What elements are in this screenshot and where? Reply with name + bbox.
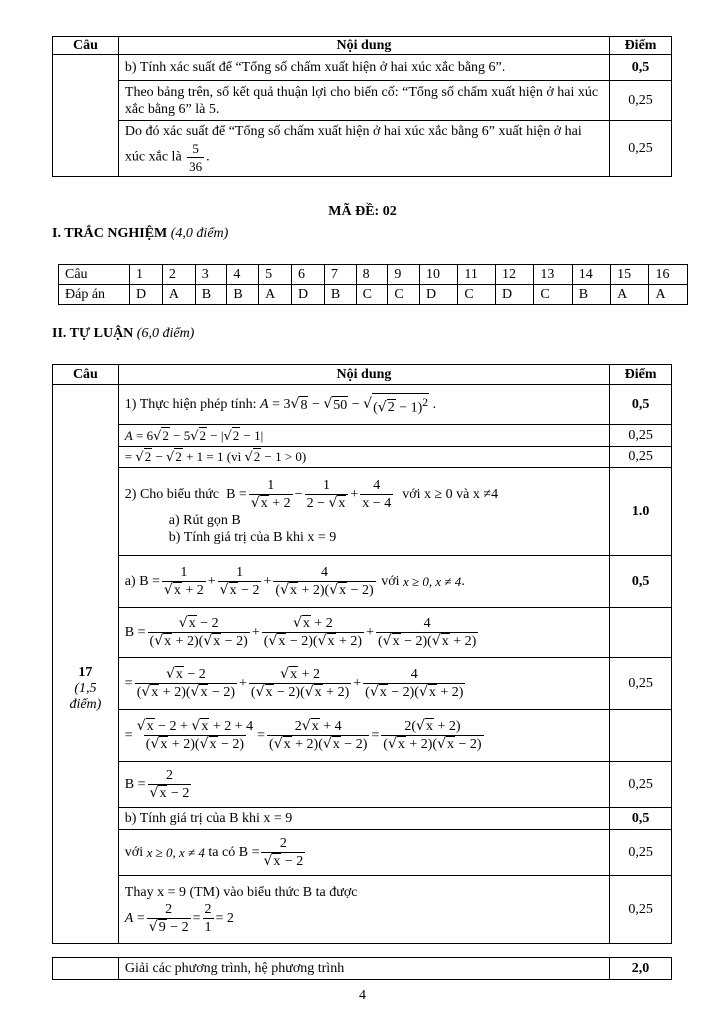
row-points: 2,0 xyxy=(610,958,672,980)
row-points: 0,5 xyxy=(610,385,672,425)
answer-key-question: 1 xyxy=(130,265,163,285)
row-points: 0,25 xyxy=(610,762,672,808)
answer-key-answer: A xyxy=(259,285,292,305)
answer-key-answer: B xyxy=(324,285,356,305)
answer-key-question: 3 xyxy=(195,265,227,285)
exam-code: MÃ ĐỀ: 02 xyxy=(328,204,397,219)
row-points: 1.0 xyxy=(610,468,672,556)
row-text: Do đó xác suất để “Tổng số chấm xuất hiện ở hai xúc xắc bằng 6” xuất hiện ở hai xúc xắc là $\frac{5}{36}$ . xyxy=(118,121,609,177)
answer-key-question: 2 xyxy=(162,265,195,285)
row-text: Theo bảng trên, số kết quả thuận lợi cho biến cố: “Tổng số chấm xuất hiện ở hai xúc xắc bằng 6” là 5. xyxy=(118,81,609,121)
row-step: B = $\frac{2}{√x - 2}$ xyxy=(118,762,609,808)
probability-fraction: $\frac{5}{36}$ xyxy=(189,140,203,174)
probability-text: Do đó xác suất để “Tổng số chấm xuất hiện ở hai xúc xắc bằng 6” xuất hiện ở hai xúc xắc là xyxy=(124,123,582,165)
question-17-cell: 17 (1,5 điểm) xyxy=(53,385,119,944)
row-text: b) Tính xác suất để “Tổng số chấm xuất hiện ở hai xúc xắc bằng 6”. xyxy=(118,55,609,81)
row-step: với x ≥ 0, x ≠ 4 ta có B = $\frac{2}{√x - 2}$ xyxy=(118,830,609,876)
answer-key-answer: A xyxy=(162,285,195,305)
answer-key-question: 16 xyxy=(649,265,688,285)
col-header-diem: Điểm xyxy=(610,37,672,55)
row-step: B = $\frac{√x - 2}{(√x + 2)(√x - 2)}$ + $\frac{√x + 2}{(√x - 2)(√x + 2)}$ + $\frac{4}{(√x - 2)(√x + 2)}$ xyxy=(118,608,609,658)
row-task: Giải các phương trình, hệ phương trình xyxy=(118,958,609,980)
row-points: 0,25 xyxy=(610,425,672,447)
page-number: 4 xyxy=(359,988,366,1003)
answer-key-question: 6 xyxy=(292,265,325,285)
row-step: Thay x = 9 (TM) vào biểu thức B ta được A = $\frac{2}{√9 - 2}$ = $\frac{2}{1}$ = 2 xyxy=(118,876,609,944)
row-step: A = 6√2 − 5√2 − |√2 − 1| xyxy=(118,425,609,447)
answer-key-label-cau: Câu xyxy=(59,265,130,285)
answer-key-question: 8 xyxy=(356,265,388,285)
answer-key-answer: C xyxy=(356,285,388,305)
answer-key-question: 11 xyxy=(458,265,496,285)
row-step: = $\frac{√x - 2}{(√x + 2)(√x - 2)}$ + $\frac{√x + 2}{(√x - 2)(√x + 2)}$ + $\frac{4}{(√x - 2)(√x + 2)}$ xyxy=(118,658,609,710)
answer-key-answer: C xyxy=(458,285,496,305)
answer-key-question: 5 xyxy=(259,265,292,285)
continuation-table xyxy=(52,36,672,177)
row-points: 0,25 xyxy=(610,876,672,944)
answer-key-question: 9 xyxy=(388,265,420,285)
row-points: 0,25 xyxy=(610,447,672,468)
answer-key-answer: D xyxy=(292,285,325,305)
row-points: 0,5 xyxy=(610,556,672,608)
row-points: 0,25 xyxy=(610,81,672,121)
row-points: 0,25 xyxy=(610,658,672,710)
row-step: = √2 − √2 + 1 = 1 (vì √2 − 1 > 0) xyxy=(118,447,609,468)
answer-key-answer: C xyxy=(534,285,572,305)
row-points: 0,25 xyxy=(610,830,672,876)
answer-key-question: 4 xyxy=(227,265,259,285)
answer-key-answer: B xyxy=(572,285,610,305)
section-1-heading: I. TRẮC NGHIỆM (4,0 điểm) xyxy=(52,226,229,241)
answer-key-label-dap-an: Đáp án xyxy=(59,285,130,305)
row-points: 0,5 xyxy=(610,55,672,81)
question-cell-empty xyxy=(53,958,119,980)
col-header-diem: Điểm xyxy=(610,365,672,385)
col-header-noi-dung: Nội dung xyxy=(118,365,609,385)
row-step: = $\frac{√x - 2 + √x + 2 + 4}{(√x + 2)(√x - 2)}$ = $\frac{2√x + 4}{(√x + 2)(√x - 2)}$ = $\frac{2(√x + 2)}{(√x + 2)(√x - 2)}$ xyxy=(118,710,609,762)
answer-key-answer: D xyxy=(496,285,534,305)
col-header-cau: Câu xyxy=(53,365,119,385)
question-cell-empty xyxy=(53,55,119,177)
answer-key-table xyxy=(58,264,688,305)
answer-key-answer: D xyxy=(130,285,163,305)
answer-key-answer: C xyxy=(388,285,420,305)
answer-key-question: 7 xyxy=(324,265,356,285)
answer-key-question: 10 xyxy=(420,265,458,285)
col-header-cau: Câu xyxy=(53,37,119,55)
row-task-2: 2) Cho biểu thức B = $\frac{1}{√x + 2}$ − $\frac{1}{2 - √x}$ + $\frac{4}{x - 4}$ với x ≥ 0 và x ≠4 a) Rút gọn B b) Tính giá trị của B khi x = 9 xyxy=(118,468,609,556)
row-step: a) B = $\frac{1}{√x + 2}$ + $\frac{1}{√x - 2}$ + $\frac{4}{(√x + 2)(√x - 2)}$ với x ≥ 0, x ≠ 4 . xyxy=(118,556,609,608)
section-2-heading: II. TỰ LUẬN (6,0 điểm) xyxy=(52,326,195,341)
row-points-empty xyxy=(610,608,672,658)
answer-key-answer: B xyxy=(227,285,259,305)
row-task: b) Tính giá trị của B khi x = 9 xyxy=(118,808,609,830)
essay-table-next-row xyxy=(52,957,672,980)
answer-key-question: 14 xyxy=(572,265,610,285)
essay-table xyxy=(52,364,672,944)
answer-key-answer: A xyxy=(649,285,688,305)
answer-key-question: 13 xyxy=(534,265,572,285)
row-points: 0,25 xyxy=(610,121,672,177)
row-task-1: 1) Thực hiện phép tính: A = 3 √ 8 − √ 50 − √ $(√2 - 1)^2$ . xyxy=(118,385,609,425)
answer-key-answer: A xyxy=(611,285,649,305)
col-header-noi-dung: Nội dung xyxy=(118,37,609,55)
row-points: 0,5 xyxy=(610,808,672,830)
answer-key-answer: D xyxy=(420,285,458,305)
row-points-empty xyxy=(610,710,672,762)
answer-key-question: 15 xyxy=(611,265,649,285)
answer-key-question: 12 xyxy=(496,265,534,285)
answer-key-answer: B xyxy=(195,285,227,305)
